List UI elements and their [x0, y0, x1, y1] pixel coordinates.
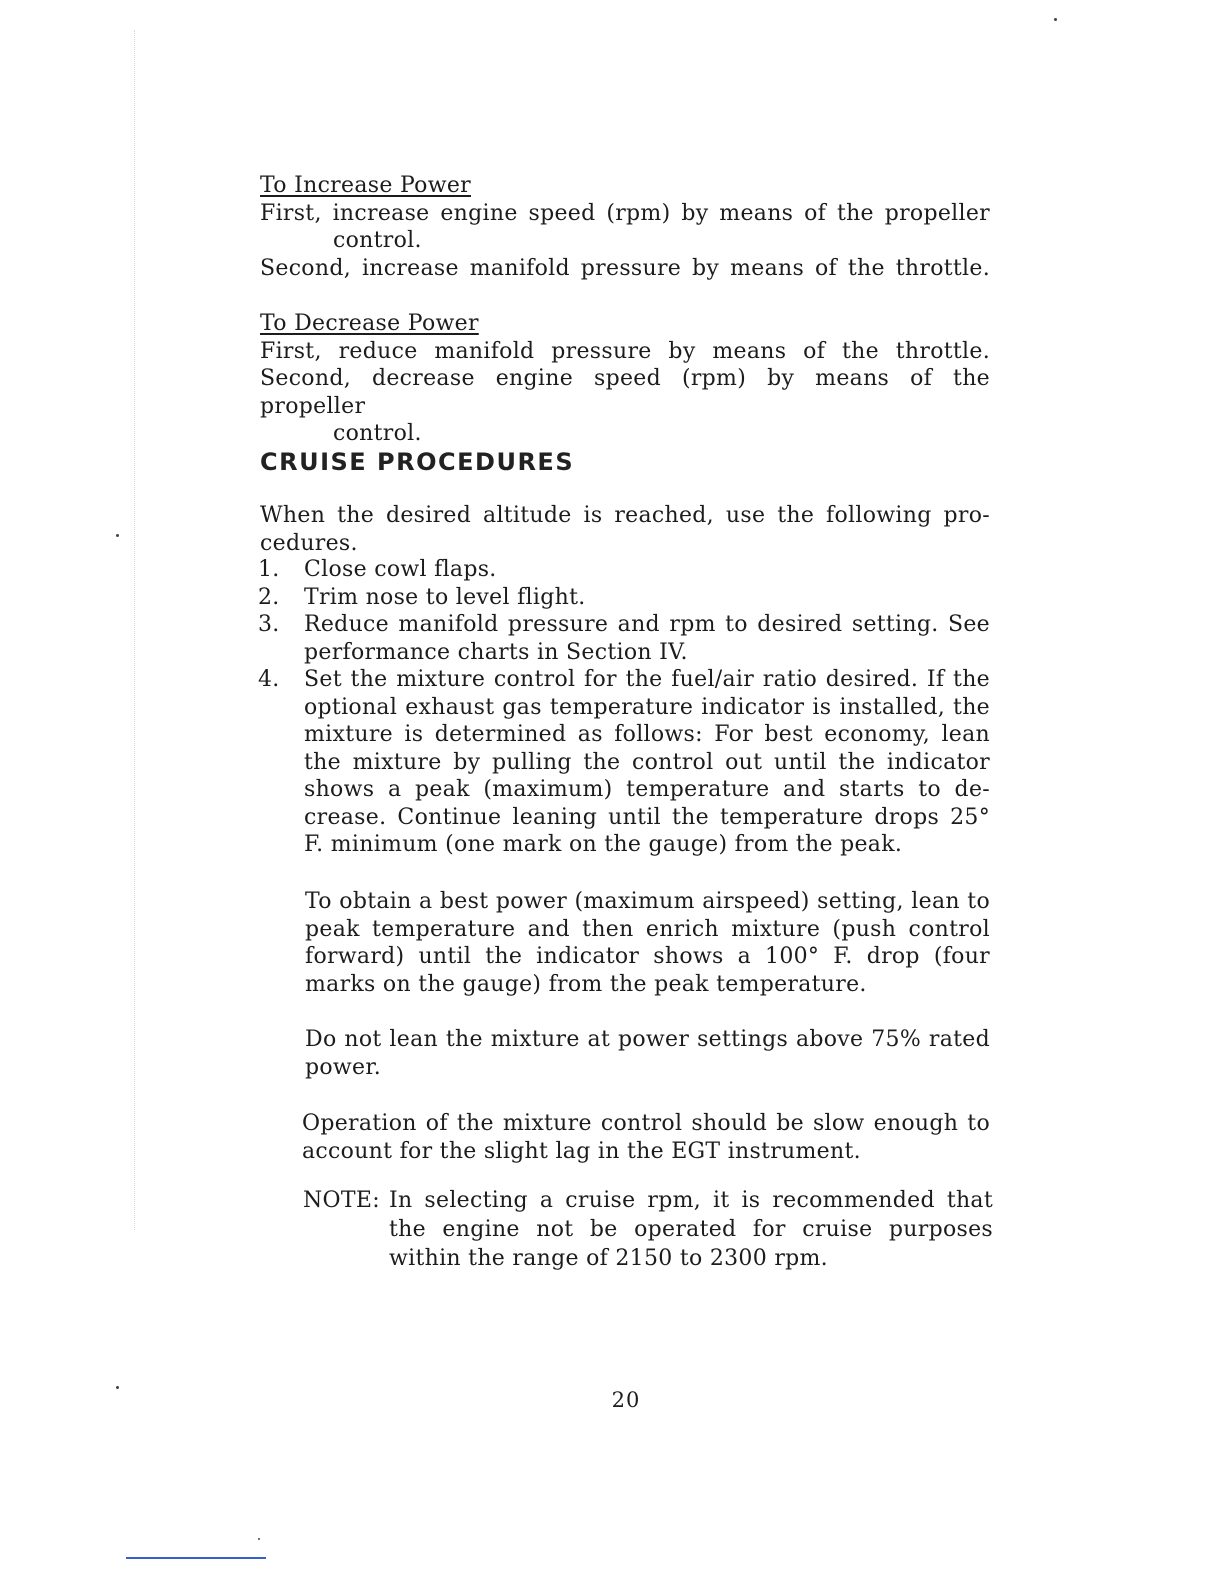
step-number: 2.	[258, 584, 280, 610]
decrease-power-heading: To Decrease Power	[260, 311, 479, 336]
step-number: 4.	[258, 667, 280, 692]
decrease-power-first: First, reduce manifold pressure by means of the throttle.	[260, 338, 990, 364]
note-text: In selecting a cruise rpm, it is recommended that the engine not be operated for cruise purposes within the range of 2150 to 2300 rpm.	[389, 1188, 993, 1271]
decrease-power-second: Second, decrease engine speed (rpm) by means of the propeller	[260, 366, 990, 419]
step-text: Reduce manifold pressure and rpm to desired setting. See performance charts in Section IV.	[304, 612, 990, 665]
list-item	[258, 611, 990, 666]
bottom-edge-line	[126, 1557, 266, 1559]
page-number: 20	[611, 1388, 641, 1412]
cruise-intro-line1: When the desired altitude is reached, use the following pro-	[260, 503, 990, 528]
best-power-paragraph: To obtain a best power (maximum airspeed) setting, lean to peak temperature and then enrich mixture (push control forward) until the indicator shows a 100° F. drop (four marks on the gauge) from the peak temperature.	[305, 889, 990, 997]
cruise-procedures-title: CRUISE PROCEDURES	[260, 448, 575, 476]
step-text: Set the mixture control for the fuel/air ratio desired. If the optional exhaust gas temperature indicator is installed, the mixture is determined as follows: For best economy, lean the mixture by pulling the control out until the indicator shows a peak (maximum) temperature and starts to de-crease. Continue leaning until the temperature drops 25° F. minimum (one mark on the gauge) from the peak.	[304, 667, 990, 857]
cruise-intro-line2: cedures.	[260, 530, 358, 556]
decrease-power-second-cont: control.	[333, 421, 422, 446]
decrease-power-section	[260, 310, 990, 448]
cruise-intro	[260, 502, 990, 557]
list-item	[258, 556, 990, 584]
cruise-steps-list	[258, 556, 990, 859]
step-number: 3.	[258, 612, 280, 637]
increase-power-heading: To Increase Power	[260, 173, 471, 198]
increase-power-section	[260, 172, 990, 282]
step-text: Trim nose to level flight.	[304, 584, 586, 610]
step-number: 1.	[258, 557, 280, 582]
list-item	[258, 584, 990, 612]
scan-speck	[1054, 18, 1057, 21]
increase-power-second: Second, increase manifold pressure by means of the throttle.	[260, 255, 990, 281]
note-label: NOTE:	[303, 1188, 380, 1213]
scan-speck	[258, 1538, 260, 1540]
increase-power-first-cont: control.	[333, 228, 422, 253]
note-block	[303, 1186, 993, 1273]
step-text: Close cowl flaps.	[304, 557, 497, 582]
list-item	[258, 666, 990, 859]
operation-paragraph: Operation of the mixture control should be slow enough to account for the slight lag in the EGT instrument.	[302, 1111, 990, 1164]
margin-dotted-line	[134, 30, 136, 1230]
do-not-lean-paragraph: Do not lean the mixture at power settings above 75% rated power.	[305, 1027, 990, 1080]
scan-speck	[116, 534, 119, 537]
increase-power-first: First, increase engine speed (rpm) by means of the propeller	[260, 200, 990, 226]
